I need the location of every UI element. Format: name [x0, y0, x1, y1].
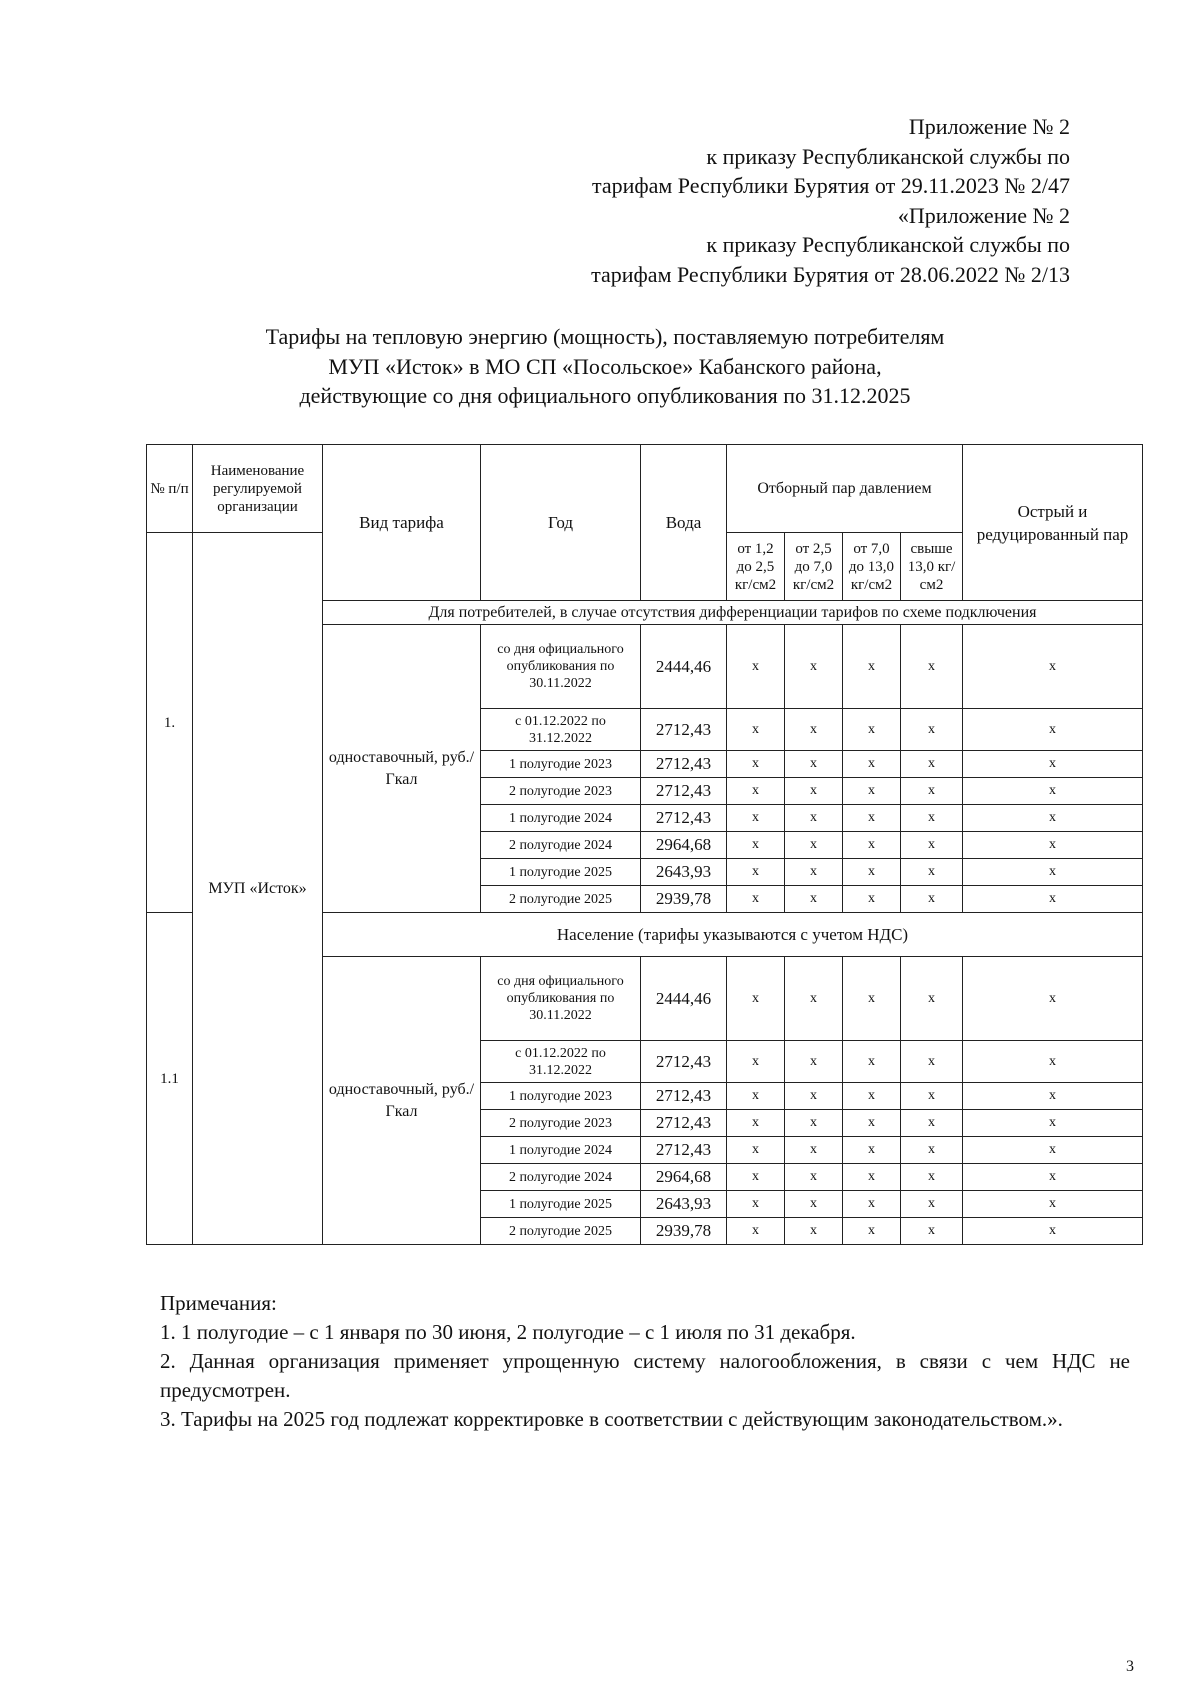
- header-line: тарифам Республики Бурятия от 29.11.2023 № 2/47: [591, 173, 1070, 198]
- organization-name: МУП «Исток»: [193, 533, 323, 1245]
- no-value-mark: х: [785, 625, 843, 709]
- header-line: к приказу Республиканской службы по: [706, 143, 1070, 169]
- header-year: Год: [481, 445, 641, 601]
- section-label: Население (тарифы указываются с учетом НДС): [323, 913, 1143, 957]
- no-value-mark: х: [843, 1218, 901, 1245]
- no-value-mark: х: [843, 778, 901, 805]
- no-value-mark: х: [963, 1137, 1143, 1164]
- document-title: [150, 322, 1060, 411]
- no-value-mark: х: [843, 859, 901, 886]
- no-value-mark: х: [785, 1083, 843, 1110]
- no-value-mark: х: [901, 1083, 963, 1110]
- notes-heading: Примечания:: [160, 1291, 277, 1315]
- no-value-mark: х: [727, 751, 785, 778]
- period-cell: 2 полугодие 2025: [481, 1218, 641, 1245]
- water-value: 2643,93: [641, 859, 727, 886]
- no-value-mark: х: [901, 1191, 963, 1218]
- period-cell: 1 полугодие 2023: [481, 751, 641, 778]
- no-value-mark: х: [901, 832, 963, 859]
- no-value-mark: х: [785, 859, 843, 886]
- no-value-mark: х: [901, 625, 963, 709]
- header-type: Вид тарифа: [323, 445, 481, 601]
- period-cell: 2 полугодие 2025: [481, 886, 641, 913]
- no-value-mark: х: [963, 709, 1143, 751]
- notes: [160, 1289, 1130, 1434]
- no-value-mark: х: [963, 805, 1143, 832]
- appendix-header: [370, 112, 1070, 289]
- no-value-mark: х: [727, 625, 785, 709]
- no-value-mark: х: [843, 1110, 901, 1137]
- no-value-mark: х: [901, 1137, 963, 1164]
- no-value-mark: х: [843, 1083, 901, 1110]
- no-value-mark: х: [843, 957, 901, 1041]
- no-value-mark: х: [901, 886, 963, 913]
- period-cell: со дня официального опубликования по 30.11.2022: [481, 957, 641, 1041]
- water-value: 2444,46: [641, 957, 727, 1041]
- no-value-mark: х: [901, 1164, 963, 1191]
- period-cell: 1 полугодие 2024: [481, 1137, 641, 1164]
- water-value: 2964,68: [641, 1164, 727, 1191]
- header-line: тарифам Республики Бурятия от 28.06.2022 № 2/13: [591, 261, 1070, 287]
- no-value-mark: х: [785, 709, 843, 751]
- title-line: действующие со дня официального опубликования по 31.12.2025: [299, 383, 911, 408]
- no-value-mark: х: [843, 709, 901, 751]
- no-value-mark: х: [963, 1083, 1143, 1110]
- no-value-mark: х: [785, 886, 843, 913]
- note-item: 1. 1 полугодие – с 1 января по 30 июня, 2 полугодие – с 1 июля по 31 декабря.: [160, 1320, 856, 1344]
- no-value-mark: х: [901, 1218, 963, 1245]
- no-value-mark: х: [963, 832, 1143, 859]
- title-line: МУП «Исток» в МО СП «Посольское» Кабанского района,: [328, 353, 882, 379]
- no-value-mark: х: [963, 1218, 1143, 1245]
- period-cell: 1 полугодие 2025: [481, 859, 641, 886]
- header-water: Вода: [641, 445, 727, 601]
- no-value-mark: х: [727, 709, 785, 751]
- no-value-mark: х: [727, 1164, 785, 1191]
- no-value-mark: х: [727, 832, 785, 859]
- no-value-mark: х: [963, 886, 1143, 913]
- page-number: 3: [1126, 1658, 1134, 1675]
- water-value: 2712,43: [641, 1137, 727, 1164]
- no-value-mark: х: [963, 1191, 1143, 1218]
- water-value: 2712,43: [641, 805, 727, 832]
- section-label: Для потребителей, в случае отсутствия дифференциации тарифов по схеме подключения: [323, 601, 1143, 625]
- tariff-type: одноставочный, руб./Гкал: [323, 625, 481, 913]
- no-value-mark: х: [843, 886, 901, 913]
- period-cell: 1 полугодие 2025: [481, 1191, 641, 1218]
- header-sharp-steam: Острый и редуцированный пар: [963, 445, 1143, 601]
- header-steam-range: от 7,0 до 13,0 кг/см2: [843, 533, 901, 601]
- no-value-mark: х: [785, 832, 843, 859]
- no-value-mark: х: [785, 1164, 843, 1191]
- no-value-mark: х: [785, 751, 843, 778]
- period-cell: со дня официального опубликования по 30.11.2022: [481, 625, 641, 709]
- period-cell: с 01.12.2022 по 31.12.2022: [481, 1041, 641, 1083]
- period-cell: 2 полугодие 2024: [481, 832, 641, 859]
- period-cell: 2 полугодие 2024: [481, 1164, 641, 1191]
- no-value-mark: х: [901, 709, 963, 751]
- header-line: «Приложение № 2: [897, 202, 1070, 228]
- no-value-mark: х: [727, 778, 785, 805]
- water-value: 2712,43: [641, 709, 727, 751]
- water-value: 2712,43: [641, 751, 727, 778]
- period-cell: 1 полугодие 2024: [481, 805, 641, 832]
- no-value-mark: х: [727, 1041, 785, 1083]
- no-value-mark: х: [727, 1083, 785, 1110]
- no-value-mark: х: [901, 805, 963, 832]
- tariff-table: [146, 444, 1143, 1245]
- no-value-mark: х: [785, 805, 843, 832]
- no-value-mark: х: [727, 886, 785, 913]
- header-steam-range: от 2,5 до 7,0 кг/см2: [785, 533, 843, 601]
- no-value-mark: х: [843, 1164, 901, 1191]
- no-value-mark: х: [963, 859, 1143, 886]
- no-value-mark: х: [901, 778, 963, 805]
- no-value-mark: х: [785, 1218, 843, 1245]
- no-value-mark: х: [901, 1110, 963, 1137]
- title-line: Тарифы на тепловую энергию (мощность), поставляемую потребителям: [265, 324, 945, 349]
- water-value: 2939,78: [641, 1218, 727, 1245]
- no-value-mark: х: [785, 1191, 843, 1218]
- no-value-mark: х: [727, 1218, 785, 1245]
- no-value-mark: х: [843, 832, 901, 859]
- header-steam: Отборный пар давлением: [727, 445, 963, 533]
- note-item: 2. Данная организация применяет упрощенную систему налогообложения, в связи с чем НДС не предусмотрен.: [160, 1349, 1130, 1402]
- water-value: 2964,68: [641, 832, 727, 859]
- no-value-mark: х: [843, 805, 901, 832]
- period-cell: 2 полугодие 2023: [481, 778, 641, 805]
- water-value: 2712,43: [641, 1083, 727, 1110]
- no-value-mark: х: [843, 625, 901, 709]
- no-value-mark: х: [963, 1164, 1143, 1191]
- row-number: 1.: [147, 533, 193, 913]
- no-value-mark: х: [901, 859, 963, 886]
- no-value-mark: х: [727, 859, 785, 886]
- no-value-mark: х: [843, 1191, 901, 1218]
- no-value-mark: х: [785, 1041, 843, 1083]
- no-value-mark: х: [843, 751, 901, 778]
- no-value-mark: х: [785, 778, 843, 805]
- no-value-mark: х: [901, 1041, 963, 1083]
- header-steam-range: от 1,2 до 2,5 кг/см2: [727, 533, 785, 601]
- no-value-mark: х: [727, 957, 785, 1041]
- no-value-mark: х: [963, 1110, 1143, 1137]
- no-value-mark: х: [901, 957, 963, 1041]
- header-line: Приложение № 2: [908, 114, 1070, 139]
- water-value: 2712,43: [641, 1041, 727, 1083]
- note-item: 3. Тарифы на 2025 год подлежат корректировке в соответствии с действующим законодательством.».: [160, 1407, 1063, 1431]
- no-value-mark: х: [963, 1041, 1143, 1083]
- no-value-mark: х: [843, 1137, 901, 1164]
- no-value-mark: х: [963, 778, 1143, 805]
- tariff-type: одноставочный, руб./Гкал: [323, 957, 481, 1245]
- header-num: № п/п: [147, 445, 193, 533]
- no-value-mark: х: [963, 751, 1143, 778]
- no-value-mark: х: [785, 1137, 843, 1164]
- period-cell: с 01.12.2022 по 31.12.2022: [481, 709, 641, 751]
- row-number: 1.1: [147, 913, 193, 1245]
- no-value-mark: х: [785, 1110, 843, 1137]
- header-org: Наименование регулируемой организации: [193, 445, 323, 533]
- water-value: 2712,43: [641, 778, 727, 805]
- no-value-mark: х: [727, 1137, 785, 1164]
- water-value: 2712,43: [641, 1110, 727, 1137]
- no-value-mark: х: [901, 751, 963, 778]
- no-value-mark: х: [727, 805, 785, 832]
- no-value-mark: х: [843, 1041, 901, 1083]
- water-value: 2939,78: [641, 886, 727, 913]
- no-value-mark: х: [727, 1110, 785, 1137]
- no-value-mark: х: [785, 957, 843, 1041]
- no-value-mark: х: [727, 1191, 785, 1218]
- period-cell: 1 полугодие 2023: [481, 1083, 641, 1110]
- period-cell: 2 полугодие 2023: [481, 1110, 641, 1137]
- no-value-mark: х: [963, 625, 1143, 709]
- header-steam-range: свыше 13,0 кг/см2: [901, 533, 963, 601]
- no-value-mark: х: [963, 957, 1143, 1041]
- water-value: 2444,46: [641, 625, 727, 709]
- header-line: к приказу Республиканской службы по: [706, 232, 1070, 257]
- water-value: 2643,93: [641, 1191, 727, 1218]
